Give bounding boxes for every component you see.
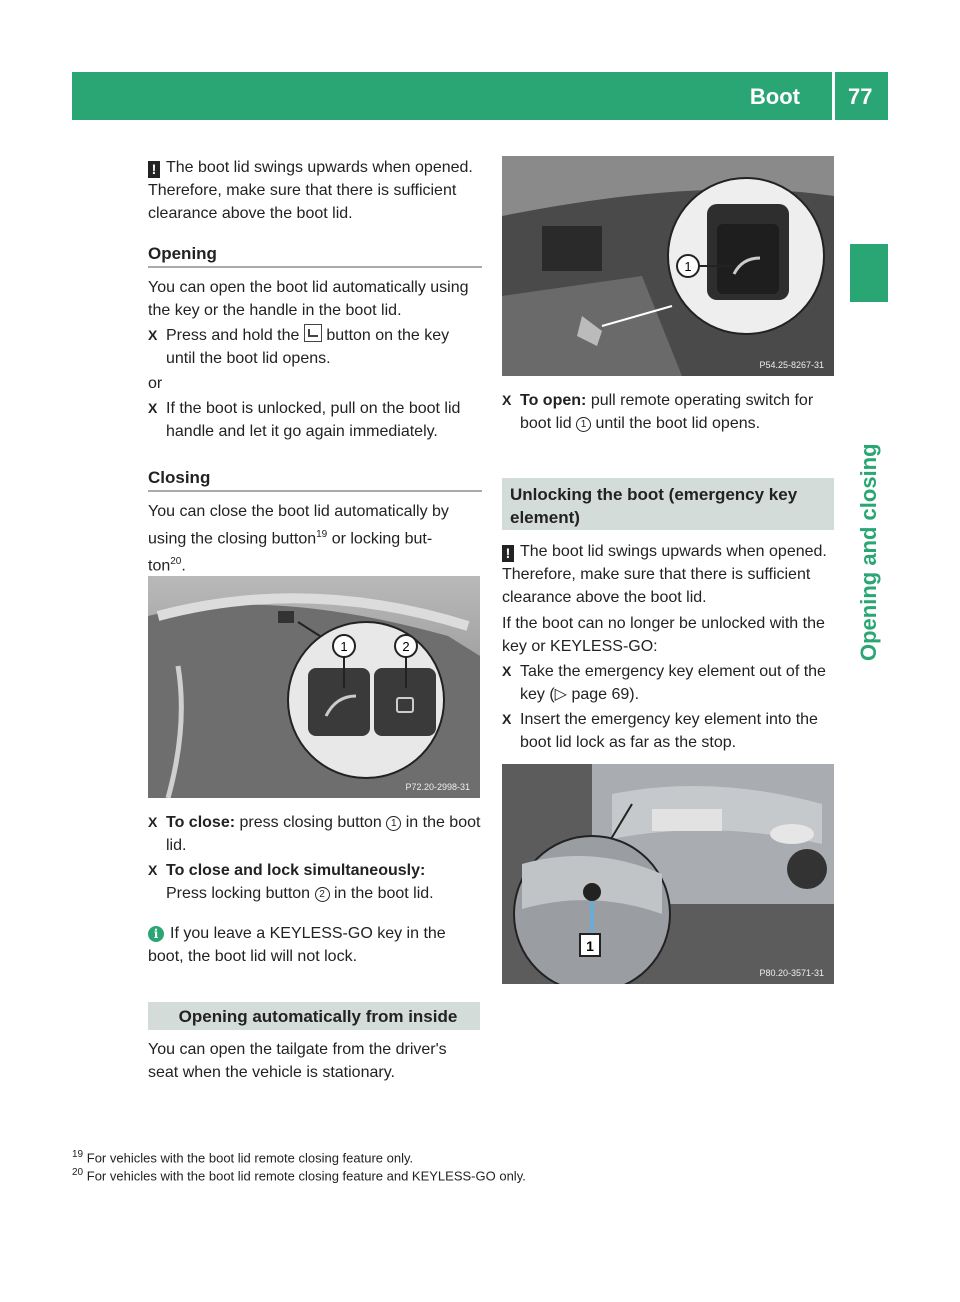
boot-open-key-icon xyxy=(304,324,322,342)
section-title: Boot xyxy=(749,84,800,109)
footnote-20: $^{20}$ For vehicles with the boot lid remote closing feature and KEYLESS-GO only. xyxy=(72,1167,526,1184)
opening-step-2: X If the boot is unlocked, pull on the boot lid handle and let it go again immediately. xyxy=(148,397,482,443)
callout-2: 2 xyxy=(402,639,410,654)
header-separator xyxy=(832,72,835,120)
opening-step-1: X Press and hold the button on the key until the boot lid opens. xyxy=(148,324,482,370)
warning-icon: ! xyxy=(502,545,514,562)
image-code: P80.20-3571-31 xyxy=(759,968,824,978)
emergency-step-2: X Insert the emergency key element into the boot lid lock as far as the stop. xyxy=(502,708,836,754)
heading-rule xyxy=(148,266,482,268)
door-switch-image xyxy=(502,156,834,376)
callout-1-icon: 1 xyxy=(386,816,401,831)
callout-1-icon: 1 xyxy=(576,417,591,432)
boot-lock-image xyxy=(502,764,834,984)
page-number: 77 xyxy=(848,84,873,109)
side-tab-marker xyxy=(850,244,888,302)
opening-intro: You can open the boot lid automatically using the key or the handle in the boot lid. xyxy=(148,279,469,319)
side-tab-label: Opening and closing xyxy=(856,443,881,661)
warning-note-1: ! The boot lid swings upwards when opened. Therefore, make sure that there is sufficient clearance above the boot lid. xyxy=(148,159,473,222)
info-note: i If you leave a KEYLESS-GO key in the boot, the boot lid will not lock. xyxy=(148,925,446,965)
boot-lid-buttons-image xyxy=(148,576,480,798)
open-step: X To open: pull remote operating switch for boot lid 1 until the boot lid opens. xyxy=(502,389,836,435)
or-text: or xyxy=(148,375,163,392)
image-code: P72.20-2998-31 xyxy=(405,782,470,792)
close-step: X To close: press closing button 1 in the boot lid. xyxy=(148,811,482,857)
warning-note-2: ! The boot lid swings upwards when opened. Therefore, make sure that there is sufficient clearance above the boot lid. xyxy=(502,543,827,606)
page-ref-link[interactable]: page 69 xyxy=(571,686,630,703)
footnote-ref-19: 19 xyxy=(316,529,328,540)
close-lock-step: X To close and lock simultaneously: Press locking button 2 in the boot lid. xyxy=(148,859,482,905)
callout-1: 1 xyxy=(684,259,692,274)
callout-1: 1 xyxy=(340,639,348,654)
footnote-19: $^{19}$ For vehicles with the boot lid remote closing feature only. xyxy=(72,1149,414,1166)
emergency-step-1: X Take the emergency key element out of the key (▷ page 69). xyxy=(502,660,836,706)
closing-intro: You can close the boot lid automatically by using the closing button$^{19}$ or locking but-ton$^{20}$. xyxy=(148,503,449,575)
warning-icon: ! xyxy=(148,161,160,178)
page-ref-arrow-icon: ▷ xyxy=(554,686,567,703)
auto-open-text: You can open the tailgate from the driver's seat when the vehicle is stationary. xyxy=(148,1041,447,1081)
heading-rule xyxy=(148,490,482,492)
heading-auto-open: Opening automatically from inside xyxy=(148,1002,480,1030)
footnote-ref-20: 20 xyxy=(170,556,182,568)
callout-2-icon: 2 xyxy=(315,887,330,902)
heading-opening: Opening xyxy=(148,244,217,263)
emergency-intro: If the boot can no longer be unlocked with the key or KEYLESS-GO: xyxy=(502,615,825,655)
info-icon: i xyxy=(148,926,164,942)
heading-emergency: Unlocking the boot (emergency key element) xyxy=(502,478,834,530)
heading-closing: Closing xyxy=(148,468,211,487)
callout-1: 1 xyxy=(586,938,594,954)
image-code: P54.25-8267-31 xyxy=(759,360,824,370)
